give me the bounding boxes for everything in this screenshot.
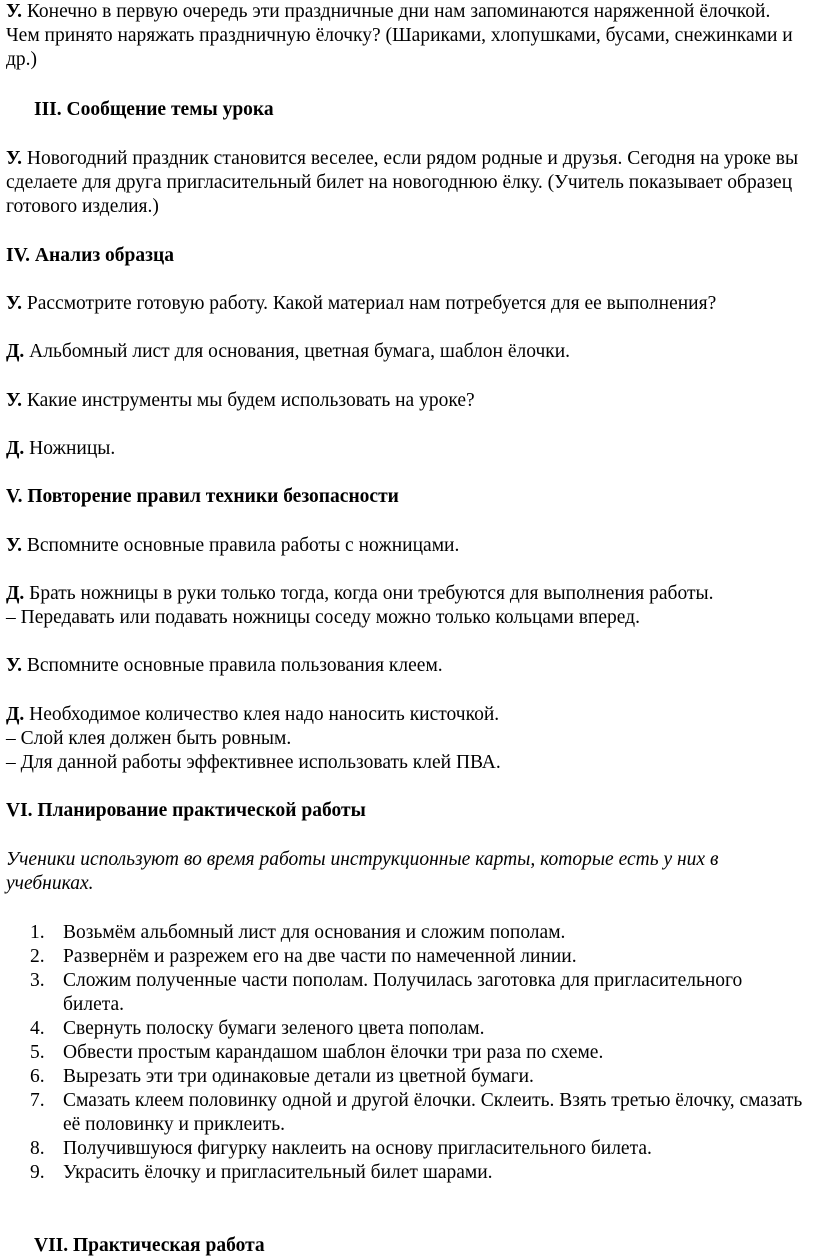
section-6-heading: VI. Планирование практической работы [6, 800, 366, 821]
list-text: Вырезать эти три одинаковые детали из цветной бумаги. [63, 1066, 534, 1087]
intro-text: Конечно в первую очередь эти праздничные дни нам запоминаются наряженной ёлочкой. Чем принято наряжать праздничную ёлочку? (Шариками, хлопушками, бусами, снежинками и др.) [6, 1, 793, 70]
dialogue-line [6, 534, 806, 558]
dialogue-text: Какие инструменты мы будем использовать на уроке? [22, 390, 475, 411]
dialogue-text: Ножницы. [24, 438, 116, 459]
speaker-label: Д. [6, 583, 25, 604]
intro-paragraph [6, 0, 806, 72]
dialogue-text: Рассмотрите готовую работу. Какой материал нам потребуется для ее выполнения? [22, 293, 717, 314]
dialogue-text: Альбомный лист для основания, цветная бумага, шаблон ёлочки. [24, 341, 571, 362]
list-number: 7. [30, 1090, 45, 1111]
list-number: 6. [30, 1066, 45, 1087]
dialogue-text: Необходимое количество клея надо наносить кисточкой. [24, 704, 500, 725]
speaker-label: У. [6, 148, 23, 169]
list-text: Обвести простым карандашом шаблон ёлочки три раза по схеме. [63, 1042, 604, 1063]
list-number: 4. [30, 1018, 45, 1039]
speaker-label: Д. [6, 341, 25, 362]
list-number: 9. [30, 1162, 45, 1183]
list-number: 3. [30, 970, 45, 991]
dialogue-line [6, 292, 806, 316]
dialogue-line [6, 703, 806, 727]
speaker-label: У. [6, 390, 23, 411]
list-text: Свернуть полоску бумаги зеленого цвета пополам. [63, 1018, 485, 1039]
list-text: Возьмём альбомный лист для основания и сложим пополам. [63, 922, 566, 943]
dialogue-text: Вспомните основные правила пользования клеем. [22, 655, 443, 676]
section-3-text: Новогодний праздник становится веселее, если рядом родные и друзья. Сегодня на уроке вы сделаете для друга пригласительный билет на новогоднюю ёлку. (Учитель показывает образец готового изделия.) [6, 148, 799, 217]
section-5-heading: V. Повторение правил техники безопасности [6, 486, 399, 507]
dialogue-line [6, 437, 806, 461]
list-text: Сложим полученные части пополам. Получилась заготовка для пригласительного билета. [63, 970, 743, 1015]
list-text: Развернём и разрежем его на две части по намеченной линии. [63, 946, 577, 967]
section-3-paragraph [6, 147, 806, 219]
dialogue-line-continued: – Передавать или подавать ножницы соседу можно только кольцами вперед. [6, 607, 640, 628]
dialogue-line [6, 340, 806, 364]
speaker-label: Д. [6, 704, 25, 725]
speaker-label: У. [6, 293, 23, 314]
speaker-label: У. [6, 655, 23, 676]
speaker-label: У. [6, 535, 23, 556]
dialogue-text: Вспомните основные правила работы с ножницами. [22, 535, 460, 556]
list-text: Украсить ёлочку и пригласительный билет шарами. [63, 1162, 493, 1183]
list-number: 1. [30, 922, 45, 943]
speaker-label: Д. [6, 438, 25, 459]
dialogue-line [6, 389, 806, 413]
section-3-heading: III. Сообщение темы урока [34, 99, 274, 120]
list-text: Смазать клеем половинку одной и другой ёлочки. Склеить. Взять третью ёлочку, смазать её половинку и приклеить. [63, 1090, 803, 1135]
section-7-heading: VII. Практическая работа [34, 1235, 265, 1256]
dialogue-line-continued: – Слой клея должен быть ровным. [6, 728, 292, 749]
list-number: 5. [30, 1042, 45, 1063]
dialogue-line [6, 654, 806, 678]
speaker-label: У. [6, 1, 23, 22]
section-6-note: Ученики используют во время работы инструкционные карты, которые есть у них в учебниках. [6, 849, 719, 894]
dialogue-text: Брать ножницы в руки только тогда, когда они требуются для выполнения работы. [24, 583, 714, 604]
dialogue-line-continued: – Для данной работы эффективнее использовать клей ПВА. [6, 752, 501, 773]
section-4-heading: IV. Анализ образца [6, 245, 174, 266]
list-number: 2. [30, 946, 45, 967]
list-text: Получившуюся фигурку наклеить на основу пригласительного билета. [63, 1138, 652, 1159]
list-number: 8. [30, 1138, 45, 1159]
dialogue-line [6, 582, 806, 606]
